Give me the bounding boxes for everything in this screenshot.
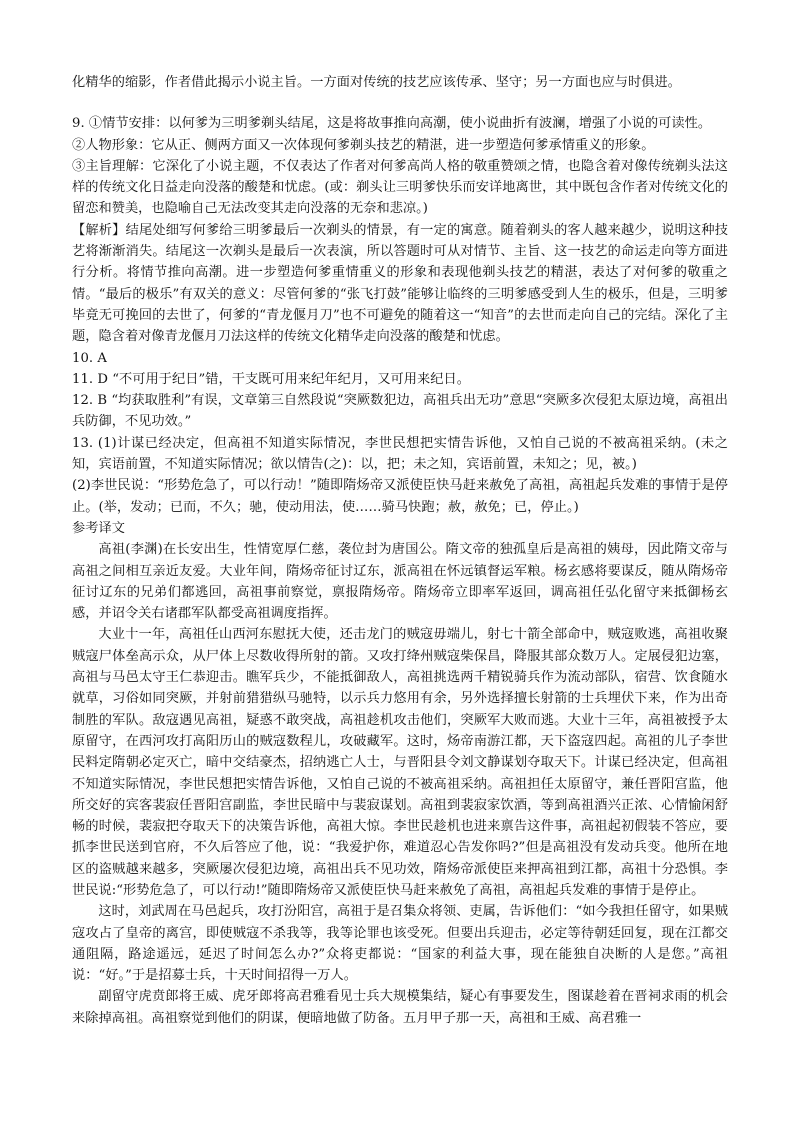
answer-9-analysis: 【解析】结尾处细写何爹给三明爹最后一次剃头的情景，有一定的寓意。随着剃头的客人越来越少，说明这种技艺将渐渐消失。结尾这一次剃头是最后一次表演，所以答题时可从对情节、主旨、这一技艺的命运走向等方面进行分析。将情节推向高潮。进一步塑造何爹重情重义的形象和表现他剃头技艺的精湛，表达了对何爹的敬重之情。“最后的极乐”有双关的意义：尽管何爹的“张飞打鼓”能够让临终的三明爹感受到人生的极乐，但是，三明爹毕竟无可挽回的去世了，何爹的“青龙偃月刀”也不可避免的随着这一“知音”的去世而走向自己的完结。深化了主题，隐含着对像青龙偃月刀法这样的传统文化精华走向没落的酸楚和忧虑。 [72, 222, 728, 345]
text-line-continuation: 化精华的缩影，作者借此揭示小说主旨。一方面对传统的技艺应该传承、坚守；另一方面也应与时俱进。 [72, 75, 681, 90]
translation-paragraph-3: 这时，刘武周在马邑起兵，攻打汾阳宫，高祖于是召集众将领、吏属，告诉他们：“如今我担任留守，如果贼寇攻占了皇帝的离宫，即使贼寇不杀我等，我等论罪也该受死。但要出兵迎击，必定等待朝廷回复，现在江都交通阻隔，路途遥远，延迟了时间怎么办?”众将吏都说：“国家的利益大事，现在能独自决断的人是您。”高祖说：“好。”于是招募士兵，十天时间招得一万人。 [72, 904, 728, 984]
answer-9-part-1: 9. ①情节安排：以何爹为三明爹剃头结尾，这是将故事推向高潮，使小说曲折有波澜，增强了小说的可读性。 [72, 116, 712, 132]
answer-11: 11. D “不可用于纪日”错，干支既可用来纪年纪月，又可用来纪日。 [72, 371, 470, 387]
reference-translation-title: 参考译文 [72, 520, 125, 536]
translation-paragraph-2: 大业十一年，高祖任山西河东慰抚大使，还击龙门的贼寇毋端儿，射七十箭全部命中，贼寇败逃，高祖收聚贼寇尸体垒高示众，从尸体上尽数收得所射的箭。又攻打绛州贼寇柴保昌，降服其部众数万人。定展侵犯边塞，高祖与马邑太守王仁恭迎击。瞧军兵少，不能抵御敌人，高祖挑选两千精锐骑兵作为流动部队，宿营、饮食随水就草，习俗如同突厥，并射前猎猎纵马驰特，以示兵力悠用有余，另外选择擅长射箭的士兵埋伏下来，作为出奇制胜的军队。敌寇遇见高祖，疑惑不敢突战，高祖趁机攻击他们，突厥军大败而逃。大业十三年，高祖被授予太原留守，在西河攻打高阳历山的贼寇数程儿，攻破藏军。这时，炀帝南游江都，天下盗寇四起。高祖的儿子李世民料定隋朝必定灭亡，暗中交结豪杰，招纳逃亡人士，与晋阳县令刘文静谋划夺取天下。计谋已经决定，但高祖不知道实际情况，李世民想把实情告诉他，又怕自己说的不被高祖采纳。高祖担任太原留守，兼任晋阳宫监，他所交好的宾客裴寂任晋阳宫副监，李世民暗中与裴寂谋划。高祖到裴寂家饮酒，等到高祖酒兴正浓、心情愉闲舒畅的时候，裴寂把夺取天下的决策告诉他，高祖大惊。李世民趁机也进来禀告这件事，高祖起初假装不答应，要抓李世民送到官府，不久后答应了他，说：“我爱护你，难道忍心告发你吗?”但是高祖没有发动兵变。他所在地区的盗贼越来越多，突厥屡次侵犯边境，高祖出兵不见功效，隋炀帝派使臣来押高祖到江都，高祖十分恐惧。李世民说:“形势危急了，可以行动!”随即隋炀帝又派使臣快马赶来赦免了高祖，高祖起兵发难的事情于是停止。 [72, 627, 728, 898]
answer-9-part-3: ③主旨理解：它深化了小说主题，不仅表达了作者对何爹高尚人格的敬重赞颂之情，也隐含着对像传统剃头法这样的传统文化日益走向没落的酸楚和忧虑。(或：剃头让三明爹快乐而安详地离世，其中既包含作者对传统文化的留恋和赞美，也隐喻自己无法改变其走向没落的无奈和悲凉。) [72, 158, 728, 217]
answer-13-part-1: 13. (1)计谋已经决定，但高祖不知道实际情况，李世民想把实情告诉他，又怕自己说的不被高祖采纳。(未之知，宾语前置，不知道实际情况；欲以情告(之)：以，把；未之知，宾语前置，未知之；见，被。) [72, 435, 728, 473]
answer-9-part-2: ②人物形象：它从正、侧两方面又一次体现何爹剃头技艺的精湛，进一步塑造何爹承情重义的形象。 [72, 137, 655, 153]
document-page [72, 72, 728, 1029]
answer-12: 12. B “均获取胜利”有误，文章第三自然段说“突厥数犯边，高祖兵出无功”意思“突厥多次侵犯太原边境，高祖出兵防御，不见功效。” [72, 393, 728, 430]
translation-paragraph-1: 高祖(李渊)在长安出生，性情宽厚仁慈，袭位封为唐国公。隋文帝的独孤皇后是高祖的姨母，因此隋文帝与高祖之间相互亲近友爱。大业年间，隋炀帝征讨辽东，派高祖在怀远镇督运军粮。杨玄感将要谋反，随从隋炀帝征讨辽东的兄弟们都逃回，高祖事前察觉，禀报隋炀帝。隋炀帝立即率军返回，调高祖任弘化留守来抵御杨玄感，并诏令关右诸郡军队都受高祖调度指挥。 [72, 542, 728, 622]
answer-10: 10. A [72, 350, 107, 366]
answer-13-part-2: (2)李世民说：“形势危急了，可以行动！”随即隋炀帝又派使臣快马赶来赦免了高祖，高祖起兵发难的事情于是停止。(举，发动；已而，不久；驰，使动用法，使……骑马快跑；赦，赦免；已，停止。) [72, 478, 728, 515]
translation-paragraph-4: 副留守虎贲郎将王威、虎牙郎将高君雅看见士兵大规模集结，疑心有事要发生，图谋趁着在晋祠求雨的机会来除掉高祖。高祖察觉到他们的阴谋，便暗地做了防备。五月甲子那一天，高祖和王威、高君雅一 [72, 989, 728, 1026]
